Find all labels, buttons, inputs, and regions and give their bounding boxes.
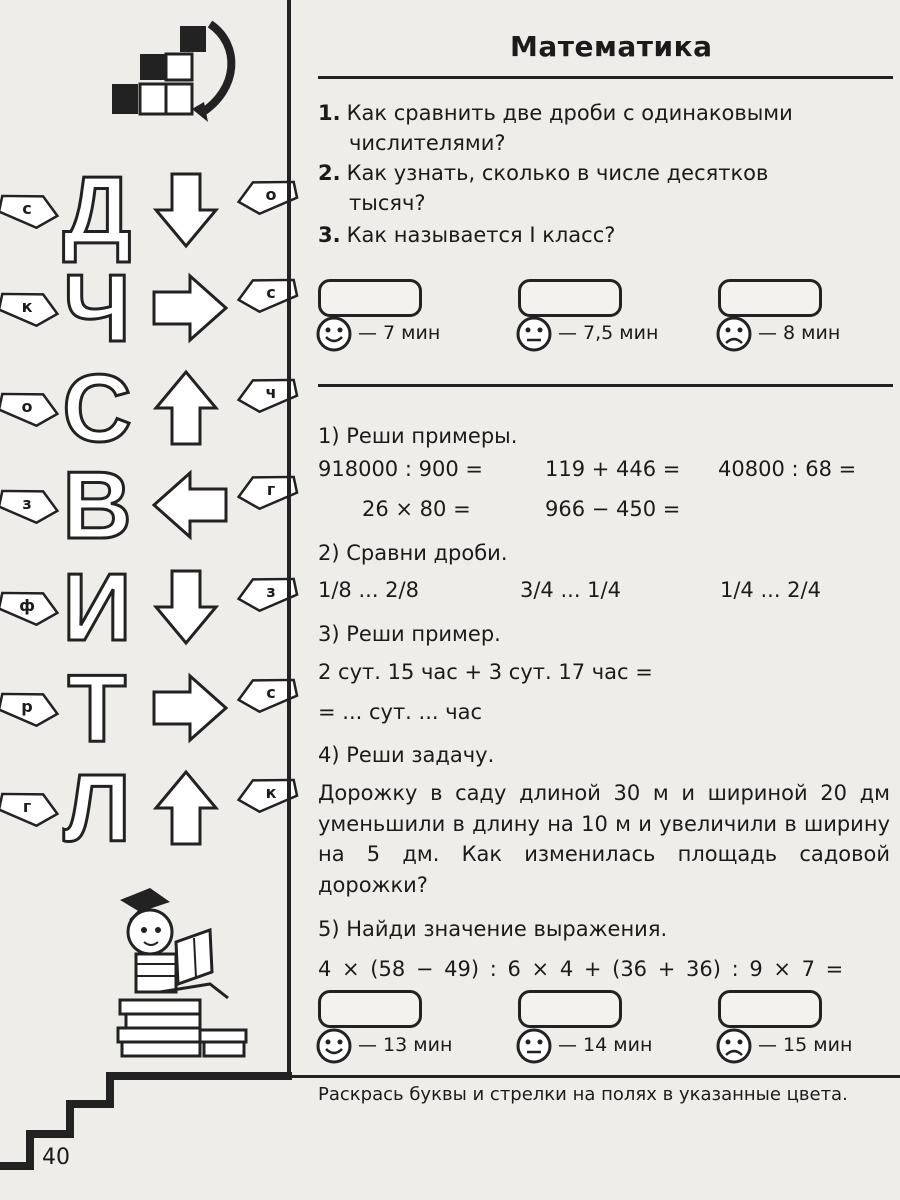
arrow-right-icon <box>150 668 230 748</box>
question-text: Как сравнить две дроби с одинаковыми <box>346 101 793 125</box>
right-color-code: к <box>265 783 277 802</box>
right-color-code: з <box>266 582 276 601</box>
time-label: — 13 мин <box>358 1034 453 1056</box>
left-color-code: р <box>21 697 33 716</box>
time-label: — 14 мин <box>558 1034 653 1056</box>
outline-letter: Ч <box>63 255 131 362</box>
right-color-code: с <box>266 683 276 702</box>
left-color-code: г <box>22 797 32 816</box>
arrow-up-icon <box>150 768 230 848</box>
arrow-left-icon <box>150 465 230 545</box>
arrow-down-icon <box>150 170 230 250</box>
left-color-code: ф <box>19 596 35 615</box>
outline-letter: Т <box>67 655 127 762</box>
time-answer: = ... сут. ... час <box>318 700 483 724</box>
sad-face-icon <box>716 316 752 352</box>
right-color-code: г <box>266 480 276 499</box>
task-3-title: 3) Реши пример. <box>318 622 501 646</box>
answer-box[interactable] <box>318 990 422 1028</box>
question-number: 1. <box>318 101 341 125</box>
fraction-compare: 3/4 ... 1/4 <box>520 578 621 602</box>
example: 918000 : 900 = <box>318 457 483 481</box>
footer-instruction: Раскрась буквы и стрелки на полях в указанные цвета. <box>318 1084 848 1105</box>
arrow-up-icon <box>150 368 230 448</box>
example: 26 × 80 = <box>362 497 471 521</box>
question-text: Как узнать, сколько в числе десятков <box>346 161 769 185</box>
question-text-cont: числителями? <box>349 131 506 155</box>
outline-letter: С <box>62 355 132 462</box>
right-color-code: о <box>265 185 277 204</box>
fraction-compare: 1/4 ... 2/4 <box>720 578 821 602</box>
neutral-face-icon <box>516 316 552 352</box>
arrow-right-icon <box>150 268 230 348</box>
word-problem: Дорожку в саду длиной 30 м и шириной 20 дм уменьшили в длину на 10 м и увеличили в ширину на 5 дм. Как изменилась площадь садовой дорожки? <box>318 781 890 897</box>
neutral-face-icon <box>516 1028 552 1064</box>
right-color-code: с <box>266 283 276 302</box>
answer-box[interactable] <box>718 990 822 1028</box>
footer-divider <box>285 1075 900 1078</box>
left-color-code: к <box>21 297 33 316</box>
cube-logo-icon <box>100 14 245 124</box>
reading-student-icon <box>100 880 250 1060</box>
page-number: 40 <box>42 1145 70 1170</box>
question-text-cont: тысяч? <box>349 191 426 215</box>
answer-box[interactable] <box>518 990 622 1028</box>
example: 40800 : 68 = <box>718 457 857 481</box>
outline-letter: И <box>62 554 132 661</box>
question-number: 3. <box>318 223 341 247</box>
arrow-down-icon <box>150 567 230 647</box>
fraction-compare: 1/8 ... 2/8 <box>318 578 419 602</box>
section-divider <box>318 384 893 387</box>
sad-face-icon <box>716 1028 752 1064</box>
time-label: — 7,5 мин <box>558 322 659 344</box>
answer-box[interactable] <box>318 279 422 317</box>
answer-box[interactable] <box>518 279 622 317</box>
outline-letter: В <box>62 452 132 559</box>
task-5-title: 5) Найди значение выражения. <box>318 917 668 941</box>
question-2 <box>318 158 888 218</box>
left-color-code: с <box>22 199 32 218</box>
task-4-title: 4) Реши задачу. <box>318 743 495 767</box>
task-1-title: 1) Реши примеры. <box>318 424 518 448</box>
time-label: — 8 мин <box>758 322 841 344</box>
question-1 <box>318 98 888 158</box>
outline-letter: Л <box>63 755 131 862</box>
question-number: 2. <box>318 161 341 185</box>
smile-face-icon <box>316 316 352 352</box>
time-example: 2 сут. 15 час + 3 сут. 17 час = <box>318 660 653 684</box>
right-color-code: ч <box>265 383 277 402</box>
question-3 <box>318 220 888 250</box>
task-2-title: 2) Сравни дроби. <box>318 541 508 565</box>
title-underline <box>318 76 893 79</box>
example: 119 + 446 = <box>545 457 681 481</box>
expression: 4 × (58 − 49) : 6 × 4 + (36 + 36) : 9 × 7 = <box>318 957 844 981</box>
time-label: — 15 мин <box>758 1034 853 1056</box>
left-color-code: з <box>22 494 32 513</box>
example: 966 − 450 = <box>545 497 681 521</box>
outline-letter: Д <box>62 157 132 264</box>
left-color-code: о <box>21 397 33 416</box>
answer-box[interactable] <box>718 279 822 317</box>
smile-face-icon <box>316 1028 352 1064</box>
time-label: — 7 мин <box>358 322 441 344</box>
column-divider <box>287 0 291 1075</box>
page-title: Математика <box>510 30 713 63</box>
question-text: Как называется I класс? <box>346 223 616 247</box>
